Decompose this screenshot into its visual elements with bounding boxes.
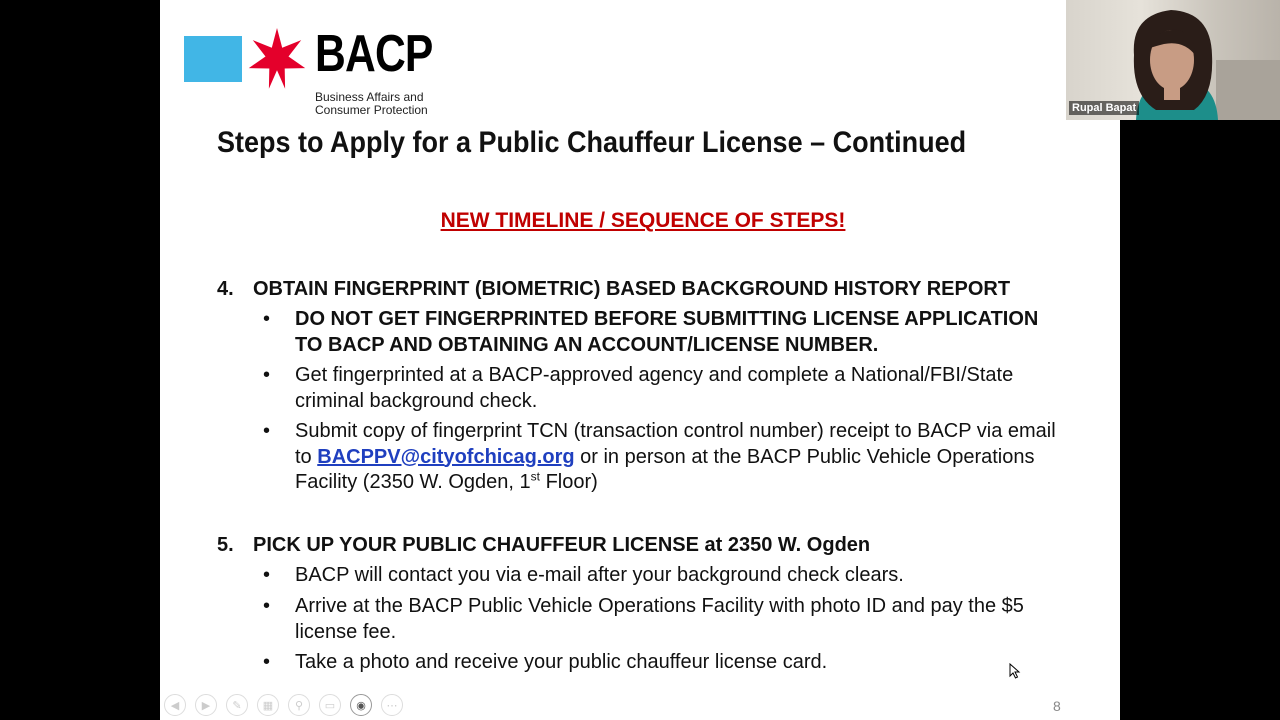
participant-name: Rupal Bapat <box>1069 101 1139 115</box>
prev-icon[interactable]: ◀ <box>164 694 186 716</box>
slides-icon[interactable]: ▦ <box>257 694 279 716</box>
chicago-star-icon <box>246 26 308 92</box>
step-4-bullet-2: • Get fingerprinted at a BACP-approved agency and complete a National/FBI/State criminal background check. <box>263 364 1014 412</box>
mouse-pointer-icon <box>1009 663 1021 679</box>
page-number: 8 <box>1053 698 1061 714</box>
subtitles-icon[interactable]: ▭ <box>319 694 341 716</box>
step-4-text: OBTAIN FINGERPRINT (BIOMETRIC) BASED BACKGROUND HISTORY REPORT <box>253 278 1011 300</box>
bullet-dot: • <box>263 420 271 442</box>
step-5-bullet-2: • Arrive at the BACP Public Vehicle Operations Facility with photo ID and pay the $5 license fee. <box>263 595 1024 643</box>
bullet-dot: • <box>263 564 271 586</box>
logo-subtitle <box>315 91 428 117</box>
step-4-heading <box>217 278 1010 301</box>
participant-video[interactable] <box>1066 0 1280 120</box>
step-5-number: 5. <box>217 534 234 556</box>
bullet-dot: • <box>263 651 271 673</box>
bullet-dot: • <box>263 595 271 617</box>
step-5-bullet-1: • BACP will contact you via e-mail after your background check clears. <box>263 563 1063 589</box>
email-link[interactable]: BACPPV@cityofchicag.org <box>317 445 575 468</box>
more-icon[interactable]: ⋯ <box>381 694 403 716</box>
presentation-slide <box>160 0 1120 720</box>
step-4-bullet-1: • DO NOT GET FINGERPRINTED BEFORE SUBMITTING LICENSE APPLICATION TO BACP AND OBTAINING AN ACCOUNT/LICENSE NUMBER. <box>263 308 1039 356</box>
slide-subtitle: NEW TIMELINE / SEQUENCE OF STEPS! <box>440 209 846 232</box>
step-5-heading <box>217 534 870 557</box>
camera-icon[interactable]: ◉ <box>350 694 372 716</box>
zoom-icon[interactable]: ⚲ <box>288 694 310 716</box>
step-4-number: 4. <box>217 278 234 300</box>
step-5-text: PICK UP YOUR PUBLIC CHAUFFEUR LICENSE at 2350 W. Ogden <box>253 534 871 556</box>
step-5-bullet-3: • Take a photo and receive your public chauffeur license card. <box>263 650 1063 676</box>
logo-wordmark: BACP <box>315 25 433 83</box>
step-4-bullet-3: • Submit copy of fingerprint TCN (transaction control number) receipt to BACP via email to BACPPV@cityofchicag.org or in person at the BACP Public Vehicle Operations Facility (2350 W. Ogden, 1st Floor) <box>263 420 1056 493</box>
presentation-toolbar <box>164 694 403 716</box>
slide-title: Steps to Apply for a Public Chauffeur License – Continued <box>217 126 967 159</box>
pen-icon[interactable]: ✎ <box>226 694 248 716</box>
logo-subtitle-line2: Consumer Protection <box>315 103 428 117</box>
logo-blue-square <box>184 36 242 82</box>
bullet-dot: • <box>263 308 271 330</box>
logo-subtitle-line1: Business Affairs and <box>315 90 424 104</box>
next-icon[interactable]: ▶ <box>195 694 217 716</box>
bullet-dot: • <box>263 364 271 386</box>
